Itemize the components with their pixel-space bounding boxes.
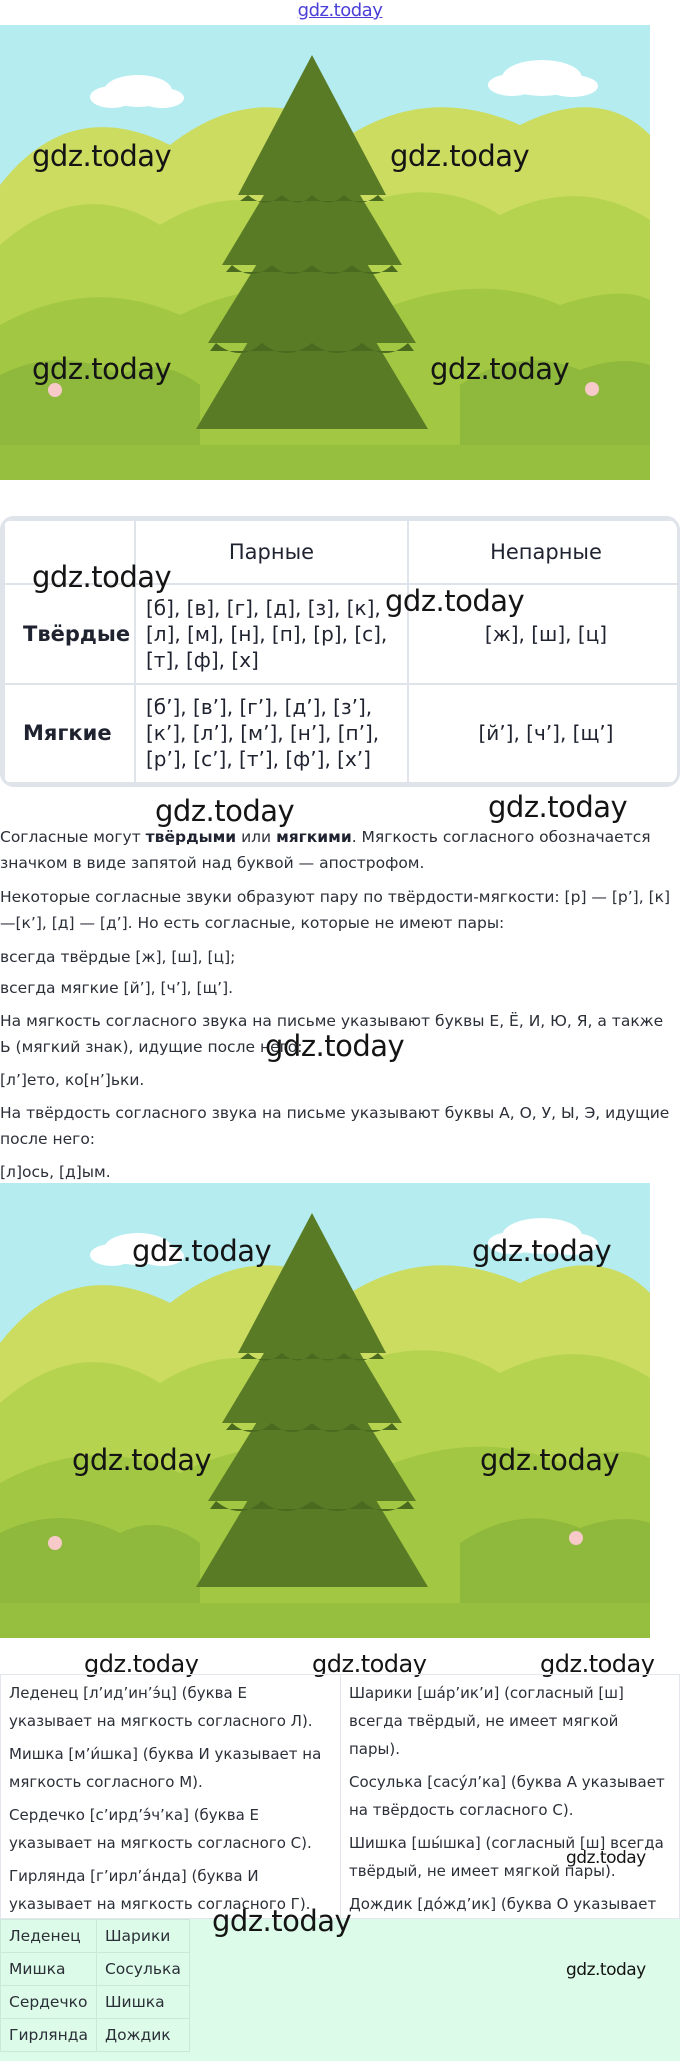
hard-unpaired-cell: [ж], [ш], [ц] <box>408 584 680 684</box>
answer-soft-word: Гирлянда <box>1 2019 97 2052</box>
watermark: gdz.today <box>540 1650 655 1678</box>
watermark: gdz.today <box>430 352 570 386</box>
watermark: gdz.today <box>472 1234 612 1268</box>
answer-hard-word: Дождик <box>96 2019 189 2052</box>
column-header-paired: Парные <box>135 520 408 584</box>
table-row <box>1 1986 190 2019</box>
example-item: Шишка [шы́шка] (согласный [ш] всегда твёрдый, не имеет мягкой пары). <box>349 1834 664 1880</box>
answer-table <box>0 1919 190 2052</box>
example-item: Сердечко [с’ирд’э́ч’ка] (буква Е указывает на мягкость согласного С). <box>9 1806 312 1852</box>
rule-paragraph-1: Согласные могут твёрдыми или мягкими. Мягкость согласного обозначается значком в виде запятой над буквой — апострофом. <box>0 828 651 872</box>
table-row <box>1 1920 190 1953</box>
example-item: Шарики [ша́р’ик’и] (согласный [ш] всегда твёрдый, не имеет мягкой пары). <box>349 1684 624 1758</box>
soft-examples-column <box>1 1675 340 1918</box>
soft-unpaired-cell: [й’], [ч’], [щ’] <box>408 684 680 784</box>
hard-paired-cell: [б], [в], [г], [д], [з], [к], [л], [м], [н], [п], [р], [с], [т], [ф], [х] <box>135 584 408 684</box>
watermark: gdz.today <box>566 1960 646 1980</box>
example-item: Сосулька [сасу́л’ка] (буква А указывает на твёрдость согласного С). <box>349 1773 665 1819</box>
watermark: gdz.today <box>32 352 172 386</box>
table-row <box>4 584 680 684</box>
watermark: gdz.today <box>32 560 172 594</box>
rule-paragraph-6: [л’]ето, ко[н’]ьки. <box>0 1071 145 1089</box>
rule-paragraph-5: На мягкость согласного звука на письме указывают буквы Е, Ё, И, Ю, Я, а также Ь (мягкий знак), идущие после него: <box>0 1012 664 1056</box>
example-item: Гирлянда [г’ирл’а́нда] (буква И указывает на мягкость согласного Г). <box>9 1867 311 1913</box>
watermark: gdz.today <box>132 1234 272 1268</box>
watermark: gdz.today <box>155 794 295 828</box>
site-title-link[interactable]: gdz.today <box>297 0 383 21</box>
watermark: gdz.today <box>312 1650 427 1678</box>
examples-grid <box>0 1674 680 1919</box>
rule-paragraph-7: На твёрдость согласного звука на письме указывают буквы А, О, У, Ы, Э, идущие после него: <box>0 1104 670 1148</box>
row-header-hard: Твёрдые <box>4 584 135 684</box>
watermark: gdz.today <box>390 139 530 173</box>
example-item: Леденец [л’ид’ин’э́ц] (буква Е указывает на мягкость согласного Л). <box>9 1684 313 1730</box>
rule-paragraph-8: [л]ось, [д]ым. <box>0 1163 111 1181</box>
watermark: gdz.today <box>212 1904 352 1938</box>
rule-paragraph-3: всегда твёрдые [ж], [ш], [ц]; <box>0 948 236 966</box>
watermark: gdz.today <box>480 1443 620 1477</box>
hard-examples-column <box>340 1675 679 1918</box>
watermark: gdz.today <box>385 584 525 618</box>
answer-soft-word: Сердечко <box>1 1986 97 2019</box>
rule-paragraph-2: Некоторые согласные звуки образуют пару по твёрдости-мягкости: [р] — [р’], [к] —[к’], [д] — [д’]. Но есть согласные, которые не имеют пары: <box>0 888 671 932</box>
table-row <box>1 1953 190 1986</box>
table-row <box>1 2019 190 2052</box>
consonant-table <box>0 516 680 787</box>
column-header-unpaired: Непарные <box>408 520 680 584</box>
example-item: Мишка [м’и́шка] (буква И указывает на мягкость согласного М). <box>9 1745 322 1791</box>
table-row <box>4 684 680 784</box>
watermark: gdz.today <box>32 139 172 173</box>
example-item: Дождик [до́жд’ик] (буква О указывает <box>349 1895 657 1913</box>
rule-paragraph-4: всегда мягкие [й’], [ч’], [щ’]. <box>0 979 234 997</box>
answer-hard-word: Шишка <box>96 1986 189 2019</box>
answer-soft-word: Леденец <box>1 1920 97 1953</box>
soft-paired-cell: [б’], [в’], [г’], [д’], [з’], [к’], [л’], [м’], [н’], [п’], [р’], [с’], [т’], [ф’], [х’] <box>135 684 408 784</box>
answer-panel <box>0 1919 680 2061</box>
watermark: gdz.today <box>72 1443 212 1477</box>
answer-soft-word: Мишка <box>1 1953 97 1986</box>
fir-tree-illustration <box>0 25 650 480</box>
watermark: gdz.today <box>488 790 628 824</box>
watermark: gdz.today <box>566 1848 646 1868</box>
answer-hard-word: Сосулька <box>96 1953 189 1986</box>
watermark: gdz.today <box>84 1650 199 1678</box>
answer-hard-word: Шарики <box>96 1920 189 1953</box>
row-header-soft: Мягкие <box>4 684 135 784</box>
watermark: gdz.today <box>265 1029 405 1063</box>
